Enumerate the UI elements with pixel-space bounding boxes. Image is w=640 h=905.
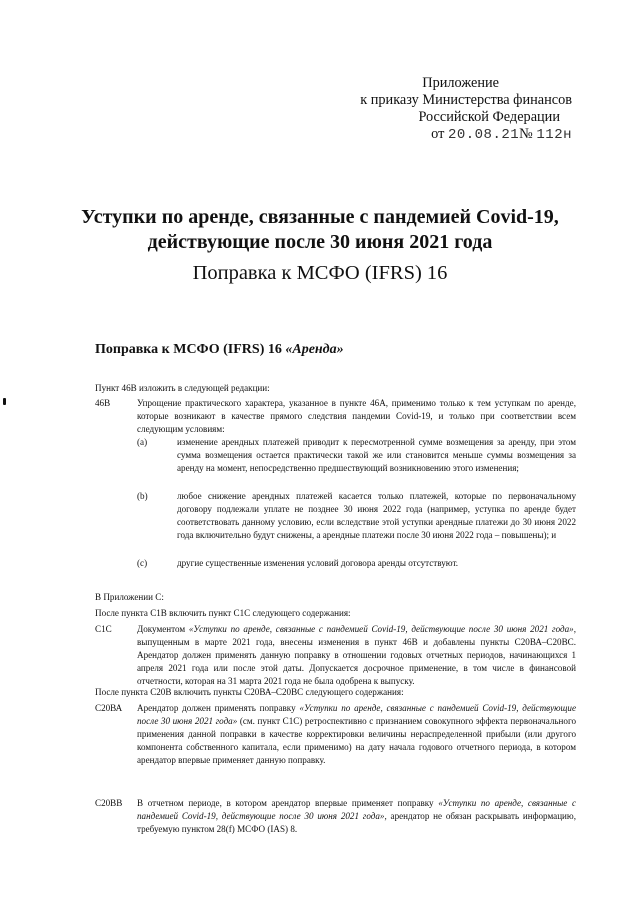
para-c20bb-part-1: В отчетном периоде, в котором арендатор впервые применяет поправку: [137, 798, 439, 808]
item-a-label: (a): [137, 437, 148, 447]
intro-c20: После пункта С20В включить пункты С20ВА–С20ВС следующего содержания:: [95, 687, 404, 697]
document-subtitle: Поправка к МСФО (IFRS) 16: [192, 262, 448, 284]
scan-edge-mark: [3, 398, 6, 405]
title-line-1: Уступки по аренде, связанные с пандемией Covid-19,: [81, 206, 559, 228]
para-c20ba-italic: «Уступки по аренде, связанные с пандемией Covid-19, действующие после 30 июня 2021 года»: [137, 703, 576, 726]
para-c1c-part-1: Документом: [137, 624, 189, 634]
number-prefix: №: [519, 126, 533, 142]
appendix-line-1: Приложение: [422, 75, 499, 91]
item-c-label: (c): [137, 558, 148, 568]
para-c1c-part-2: , выпущенным в марте 2021 года, внесены изменения в пункт 46B и добавлены пункты С20ВА–С20ВС. Арендатор должен применять данную поправку в отношении годовых отчетных периодов, начинающихся 1 апреля 2021 года или после этой даты. Допускается досрочное применение, в том числе в финансовой отчетности, которая на 31 марта 2021 года не была одобрена к выпуску.: [137, 624, 576, 686]
item-c-text: другие существенные изменения условий договора аренды отсутствуют.: [177, 558, 459, 568]
order-number: 112н: [536, 127, 572, 143]
item-b-text: любое снижение арендных платежей касается только платежей, которые по первоначальному договору подлежали уплате не позднее 30 июня 2022 года (например, уступка по аренде будет соответствовать данному условию, если вследствие этой уступки арендные платежи до 30 июня 2022 года включительно будут снижены, а арендные платежи после 30 июня 2022 года – повышены); и: [177, 491, 576, 540]
para-c1c-number: С1С: [95, 624, 112, 634]
item-b-label: (b): [137, 491, 148, 501]
section-heading: [95, 342, 344, 358]
intro-46b: Пункт 46B изложить в следующей редакции:: [95, 383, 270, 393]
date-prefix: от: [431, 126, 445, 142]
para-c20bb-italic: «Уступки по аренде, связанные с пандемией Covid-19, действующие после 30 июня 2021 года»: [137, 798, 576, 821]
para-c1c-text: [137, 623, 576, 688]
appendix-line-2: к приказу Министерства финансов: [360, 92, 572, 108]
para-c20ba-text: [137, 702, 576, 767]
order-date: 20.08.21: [447, 127, 520, 143]
para-c20bb-number: С20ВВ: [95, 798, 123, 808]
para-c20ba-part-2: (см. пункт С1С) ретроспективно с признанием совокупного эффекта первоначального применения данной поправки в качестве корректировки величины нераспределенной прибыли (или другого компонента собственного капитала, если применимо) на дату начала годового отчетного периода, в котором арендатор впервые применяет данную поправку.: [137, 716, 577, 765]
section-heading-italic: «Аренда»: [285, 342, 344, 357]
para-46b-number: 46B: [95, 398, 111, 408]
appendix-header: [360, 75, 572, 144]
appendix-c-heading: В Приложении С:: [95, 592, 164, 602]
title-line-2: действующие после 30 июня 2021 года: [147, 231, 493, 253]
para-c20ba-part-1: Арендатор должен применять поправку: [137, 703, 300, 713]
document-title: [0, 205, 640, 255]
section-heading-text: Поправка к МСФО (IFRS) 16: [95, 342, 286, 357]
para-c20bb-part-2: , арендатор не обязан раскрывать информацию, требуемую пунктом 28(f) МСФО (IAS) 8.: [137, 811, 576, 834]
para-c1c-italic: «Уступки по аренде, связанные с пандемией Covid-19, действующие после 30 июня 2021 года»: [188, 624, 574, 634]
item-a-text: изменение арендных платежей приводит к пересмотренной сумме возмещения за аренду, при этом сумма возмещения остается практически такой же или становится меньше суммы возмещения за аренду на момент, непосредственно предшествующий возникновению этого изменения;: [177, 437, 576, 473]
appendix-line-3: Российской Федерации: [418, 109, 560, 125]
appendix-date-line: [360, 126, 572, 144]
intro-c1c: После пункта С1В включить пункт С1С следующего содержания:: [95, 608, 351, 618]
para-c20ba-number: С20ВА: [95, 703, 123, 713]
para-c20bb-text: [137, 797, 576, 836]
para-46b-text: Упрощение практического характера, указанное в пункте 46А, применимо только к тем уступкам по аренде, которые возникают в качестве прямого следствия пандемии Covid-19, и только при соответствии всем следующим условиям:: [137, 398, 576, 434]
